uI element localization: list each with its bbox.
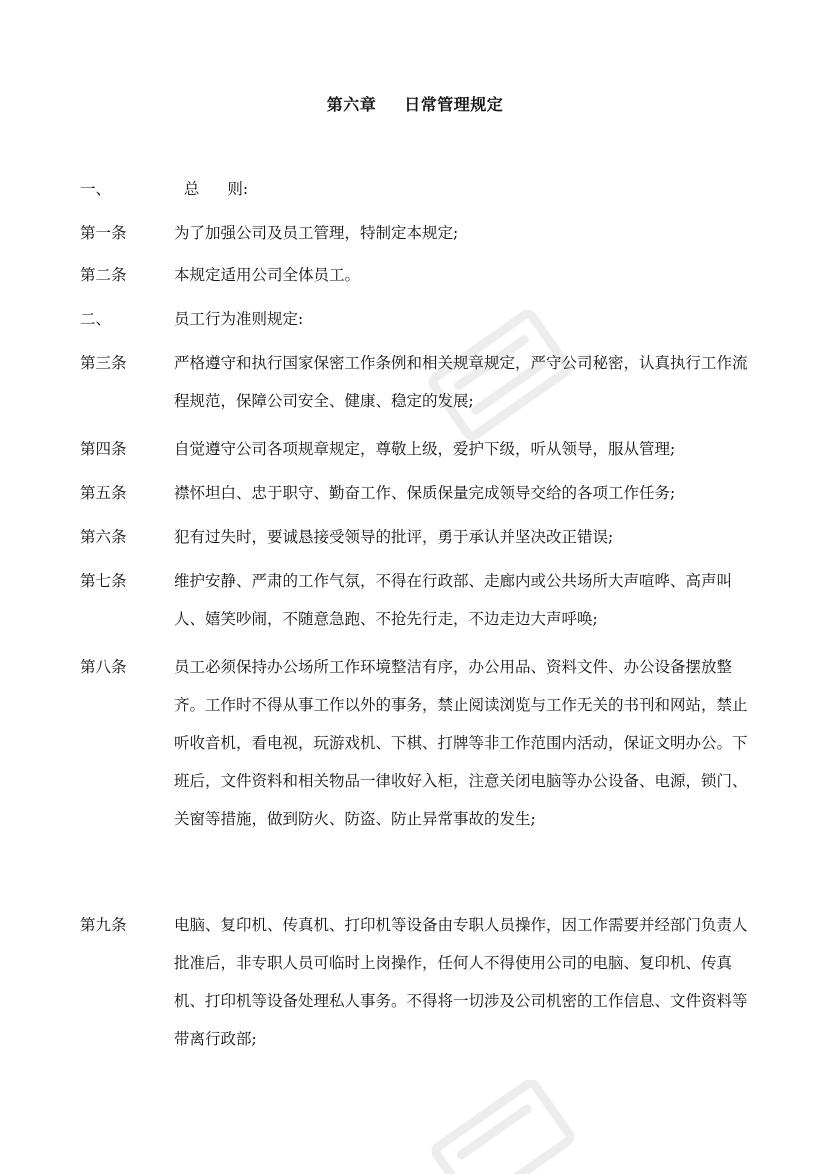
section-label: 一、 [80, 180, 112, 198]
article-label: 第八条 [80, 658, 127, 676]
article-text: 严格遵守和执行国家保密工作条例和相关规章规定，严守公司秘密，认真执行工作流程规范，保障公司安全、健康、稳定的发展; [174, 354, 748, 410]
article-text: 本规定适用公司全体员工。 [174, 266, 361, 284]
article-4 [80, 430, 760, 468]
article-2 [80, 256, 760, 294]
article-text: 自觉遵守公司各项规章规定，尊敬上级，爱护下级，听从领导，服从管理; [174, 440, 676, 458]
article-text: 电脑、复印机、传真机、打印机等设备由专职人员操作，因工作需要并经部门负责人批准后，非专职人员可临时上岗操作，任何人不得使用公司的电脑、复印机、传真机、打印机等设备处理私人事务。不得将一切涉及公司机密的工作信息、文件资料等带离行政部; [174, 916, 748, 1048]
article-text: 维护安静、严肃的工作气氛，不得在行政部、走廊内或公共场所大声喧哗、高声叫人、嬉笑吵闹，不随意急跑、不抢先行走，不边走边大声呼唤; [174, 572, 733, 628]
article-7 [80, 562, 760, 638]
article-text: 襟怀坦白、忠于职守、勤奋工作、保质保量完成领导交给的各项工作任务; [174, 484, 676, 502]
article-5 [80, 474, 760, 512]
section-title: 总 则: [183, 180, 249, 198]
chapter-name: 日常管理规定 [404, 95, 504, 114]
article-label: 第七条 [80, 572, 127, 590]
watermark-stamp-icon [420, 1080, 580, 1174]
article-8 [80, 648, 760, 838]
chapter-number: 第六章 [326, 95, 377, 114]
article-label: 第二条 [80, 266, 127, 284]
article-label: 第一条 [80, 224, 127, 242]
article-text: 员工必须保持办公场所工作环境整洁有序，办公用品、资料文件、办公设备摆放整齐。工作时不得从事工作以外的事务，禁止阅读浏览与工作无关的书刊和网站，禁止听收音机，看电视，玩游戏机、下棋、打牌等非工作范围内活动，保证文明办公。下班后，文件资料和相关物品一律收好入柜，注意关闭电脑等办公设备、电源，锁门、关窗等措施，做到防火、防盗、防止异常事故的发生; [174, 658, 748, 828]
article-label: 第六条 [80, 528, 127, 546]
article-label: 第九条 [80, 916, 127, 934]
page-title [0, 92, 830, 115]
article-3 [80, 344, 760, 420]
article-label: 第五条 [80, 484, 127, 502]
article-text: 犯有过失时，要诚恳接受领导的批评，勇于承认并坚决改正错误; [174, 528, 614, 546]
article-label: 第四条 [80, 440, 127, 458]
section-conduct [80, 300, 760, 338]
article-6 [80, 518, 760, 556]
article-label: 第三条 [80, 354, 127, 372]
section-title: 员工行为准则规定: [174, 310, 304, 328]
section-general [80, 170, 760, 208]
article-9 [80, 906, 760, 1058]
article-1 [80, 214, 760, 252]
article-text: 为了加强公司及员工管理，特制定本规定; [174, 224, 459, 242]
section-label: 二、 [80, 310, 112, 328]
